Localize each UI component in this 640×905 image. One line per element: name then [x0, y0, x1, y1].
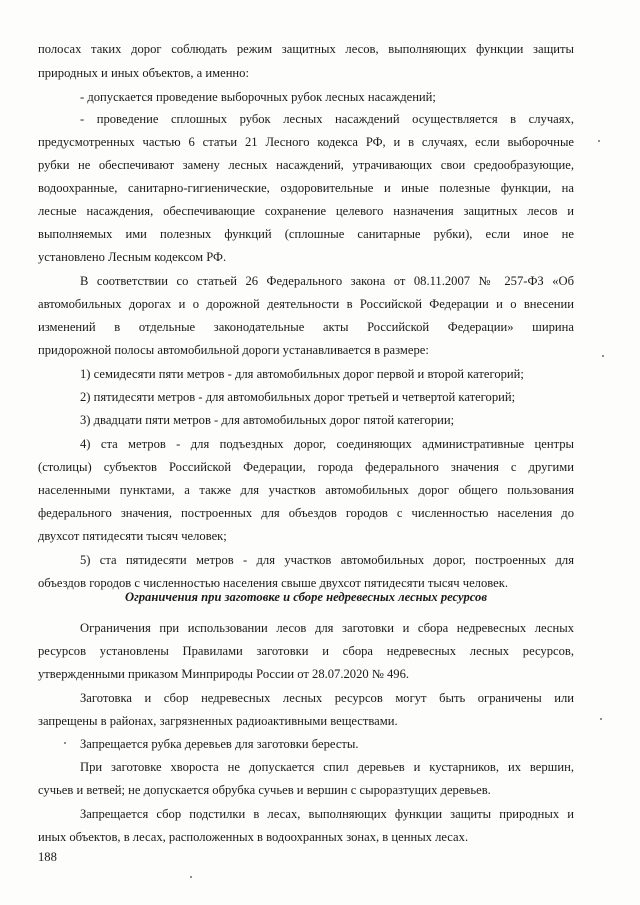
text-line: - допускается проведение выборочных рубок лесных насаждений;	[80, 90, 436, 104]
text-line: ресурсов установлены Правилами заготовки и сбора недревесных лесных ресурсов,	[38, 644, 574, 658]
text-line: рубки не обеспечивают замену лесных насаждений, утрачивающих свои средообразующие,	[38, 158, 574, 172]
text-line: населенными пунктами, а также для участков автомобильных дорог общего пользования	[38, 483, 574, 497]
text-line: Запрещается рубка деревьев для заготовки бересты.	[80, 737, 359, 751]
text-line: В соответствии со статьей 26 Федерального закона от 08.11.2007 № 257-ФЗ «Об	[80, 274, 574, 288]
scan-speck	[598, 140, 600, 142]
text-line: сучьев и ветвей; не допускается обрубка сучьев и вершин с сыроразтущих деревьев.	[38, 783, 491, 797]
text-line: запрещены в районах, загрязненных радиоактивными веществами.	[38, 714, 398, 728]
section-heading: Ограничения при заготовке и сборе недревесных лесных ресурсов	[125, 590, 487, 604]
text-line: федерального значения, построенных для объездов городов с численностью населения до	[38, 506, 574, 520]
text-line: иных объектов, в лесах, расположенных в водоохранных зонах, в ценных лесах.	[38, 830, 469, 844]
scan-speck	[190, 876, 192, 878]
text-line: 4) ста метров - для подъездных дорог, соединяющих административные центры	[80, 437, 574, 451]
text-line: 2) пятидесяти метров - для автомобильных дорог третьей и четвертой категорий;	[80, 390, 516, 404]
text-line: 1) семидесяти пяти метров - для автомобильных дорог первой и второй категорий;	[80, 367, 524, 381]
text-line: Запрещается сбор подстилки в лесах, выполняющих функции защиты природных и	[80, 807, 574, 821]
text-line: придорожной полосы автомобильной дороги устанавливается в размере:	[38, 343, 429, 357]
text-line: изменений в отдельные законодательные акты Российской Федерации» ширина	[38, 320, 574, 334]
scan-speck	[600, 718, 602, 720]
text-line: - проведение сплошных рубок лесных насаждений осуществляется в случаях,	[80, 112, 574, 126]
scan-speck	[602, 355, 604, 357]
text-line: объездов городов с численностью населения свыше двухсот пятидесяти тысяч человек.	[38, 576, 508, 590]
text-line: утвержденными приказом Минприроды России от 28.07.2020 № 496.	[38, 667, 410, 681]
text-line: выполняемых ими полезных функций (сплошные санитарные рубки), если иное не	[38, 227, 574, 241]
text-line: Ограничения при использовании лесов для заготовки и сбора недревесных лесных	[80, 621, 574, 635]
text-line: двухсот пятидесяти тысяч человек;	[38, 529, 227, 543]
text-line: лесные насаждения, обеспечивающие сохранение целевого назначения защитных лесов и	[38, 204, 574, 218]
text-line: 3) двадцати пяти метров - для автомобильных дорог пятой категории;	[80, 413, 455, 427]
text-line: Заготовка и сбор недревесных лесных ресурсов могут быть ограничены или	[80, 691, 574, 705]
text-line: полосах таких дорог соблюдать режим защитных лесов, выполняющих функции защиты	[38, 42, 574, 56]
text-line: (столицы) субъектов Российской Федерации, города федерального значения с другими	[38, 460, 574, 474]
text-line: 5) ста пятидесяти метров - для участков автомобильных дорог, построенных для	[80, 553, 574, 567]
text-line: установлено Лесным кодексом РФ.	[38, 250, 227, 264]
page-number: 188	[38, 850, 57, 864]
text-line: При заготовке хвороста не допускается спил деревьев и кустарников, их вершин,	[80, 760, 574, 774]
text-line: водоохранные, санитарно-гигиенические, оздоровительные и иные полезные функции, на	[38, 181, 574, 195]
text-line: предусмотренных частью 6 статьи 21 Лесного кодекса РФ, и в случаях, если выборочные	[38, 135, 574, 149]
text-line: автомобильных дорогах и о дорожной деятельности в Российской Федерации и о внесении	[38, 297, 574, 311]
text-line: природных и иных объектов, а именно:	[38, 66, 249, 80]
scan-speck	[64, 742, 66, 744]
